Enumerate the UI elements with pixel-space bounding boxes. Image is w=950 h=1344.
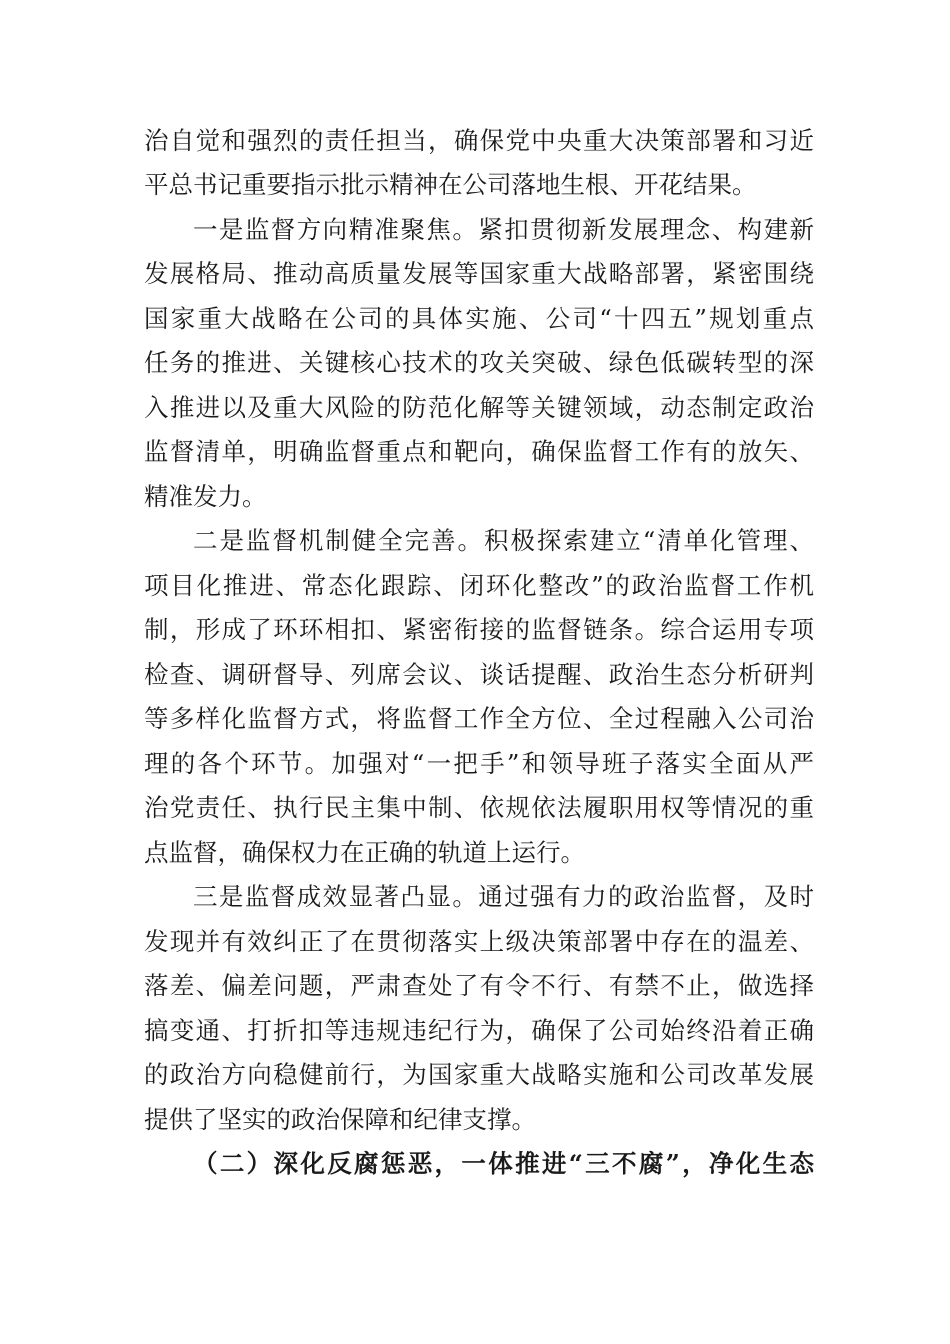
paragraph-3-line-5: 等多样化监督方式，将监督工作全方位、全过程融入公司治	[144, 704, 814, 733]
paragraph-4-line-1: 三是监督成效显著凸显。通过强有力的政治监督，及时	[193, 882, 814, 911]
paragraph-3-line-6: 理的各个环节。加强对“一把手”和领导班子落实全面从严	[144, 749, 814, 778]
paragraph-2-line-6: 监督清单，明确监督重点和靶向，确保监督工作有的放矢、	[144, 437, 814, 466]
paragraph-3-line-2: 项目化推进、常态化跟踪、闭环化整改”的政治监督工作机	[144, 571, 814, 600]
paragraph-2-line-7: 精准发力。	[144, 482, 267, 511]
section-heading: （二）深化反腐惩恶，一体推进“三不腐”，净化生态	[193, 1149, 814, 1178]
paragraph-3-line-8: 点监督，确保权力在正确的轨道上运行。	[144, 838, 585, 867]
paragraph-4-line-2: 发现并有效纠正了在贯彻落实上级决策部署中存在的温差、	[144, 927, 814, 956]
paragraph-3-line-3: 制，形成了环环相扣、紧密衔接的监督链条。综合运用专项	[144, 615, 814, 644]
paragraph-4-line-4: 搞变通、打折扣等违规违纪行为，确保了公司始终沿着正确	[144, 1016, 814, 1045]
paragraph-2-line-1: 一是监督方向精准聚焦。紧扣贯彻新发展理念、构建新	[193, 215, 814, 244]
paragraph-1-line-2: 平总书记重要指示批示精神在公司落地生根、开花结果。	[144, 170, 757, 199]
paragraph-3-line-1: 二是监督机制健全完善。积极探索建立“清单化管理、	[193, 526, 814, 555]
paragraph-4-line-3: 落差、偏差问题，严肃查处了有令不行、有禁不止，做选择	[144, 971, 814, 1000]
paragraph-2-line-2: 发展格局、推动高质量发展等国家重大战略部署，紧密围绕	[144, 259, 814, 288]
paragraph-3-line-4: 检查、调研督导、列席会议、谈话提醒、政治生态分析研判	[144, 660, 814, 689]
paragraph-2-line-4: 任务的推进、关键核心技术的攻关突破、绿色低碳转型的深	[144, 348, 814, 377]
paragraph-4-line-5: 的政治方向稳健前行，为国家重大战略实施和公司改革发展	[144, 1060, 814, 1089]
paragraph-1-line-1: 治自觉和强烈的责任担当，确保党中央重大决策部署和习近	[144, 126, 814, 155]
paragraph-2-line-3: 国家重大战略在公司的具体实施、公司“十四五”规划重点	[144, 304, 814, 333]
paragraph-3-line-7: 治党责任、执行民主集中制、依规依法履职用权等情况的重	[144, 793, 814, 822]
paragraph-4-line-6: 提供了坚实的政治保障和纪律支撑。	[144, 1105, 536, 1134]
paragraph-2-line-5: 入推进以及重大风险的防范化解等关键领域，动态制定政治	[144, 393, 814, 422]
